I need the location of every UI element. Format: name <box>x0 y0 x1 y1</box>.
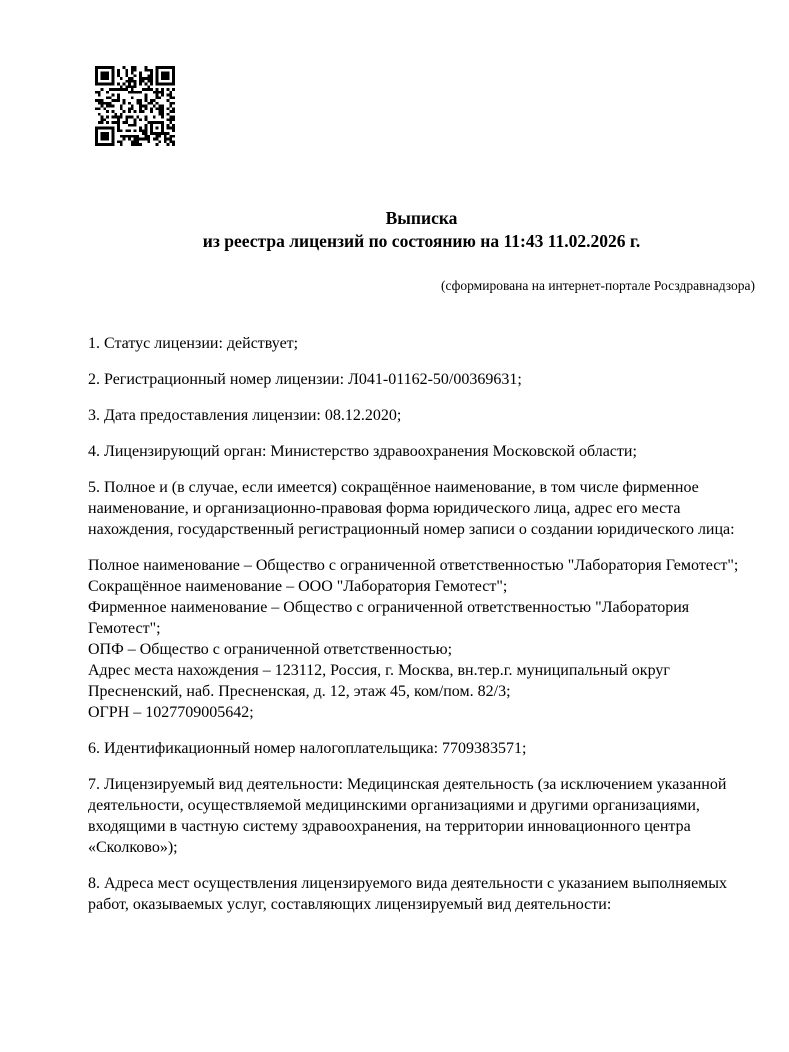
entity-legal-form: ОПФ – Общество с ограниченной ответственностью; <box>88 641 453 658</box>
item-activity-addresses-heading: 8. Адреса мест осуществления лицензируемого вида деятельности с указанием выполняемых работ, оказываемых услуг, составляющих лицензируемый вид деятельности: <box>88 875 728 913</box>
item-license-status: 1. Статус лицензии: действует; <box>88 335 299 352</box>
document-body <box>88 333 755 915</box>
title-line-2: из реестра лицензий по состоянию на 11:43 11.02.2026 г. <box>202 231 641 251</box>
entity-address: Адрес места нахождения – 123112, Россия, г. Москва, вн.тер.г. муниципальный округ Пресненский, наб. Пресненская, д. 12, этаж 45, ком/пом. 82/3; <box>88 662 670 700</box>
formed-note: (сформирована на интернет-портале Росздравнадзора) <box>440 278 755 293</box>
item-licensed-activity: 7. Лицензируемый вид деятельности: Медицинская деятельность (за исключением указанной деятельности, осуществляемой медицинскими организациями и другими организациями, входящими в частную систему здравоохранения, на территории инновационного центра «Сколково»); <box>88 776 727 856</box>
entity-full-name: Полное наименование – Общество с ограниченной ответственностью "Лаборатория Гемотест"; <box>88 557 739 574</box>
document-title <box>88 207 755 253</box>
item-grant-date: 3. Дата предоставления лицензии: 08.12.2020; <box>88 407 402 424</box>
item-inn: 6. Идентификационный номер налогоплательщика: 7709383571; <box>88 740 527 757</box>
entity-short-name: Сокращённое наименование – ООО "Лаборатория Гемотест"; <box>88 578 508 595</box>
entity-ogrn: ОГРН – 1027709005642; <box>88 704 254 721</box>
document-content <box>88 0 755 930</box>
item-licensing-authority: 4. Лицензирующий орган: Министерство здравоохранения Московской области; <box>88 443 637 460</box>
item-entity-name-heading: 5. Полное и (в случае, если имеется) сокращённое наименование, в том числе фирменное наименование, и организационно-правовая форма юридического лица, адрес его места нахождения, государственный регистрационный номер записи о создании юридического лица: <box>88 479 735 538</box>
entity-brand-name: Фирменное наименование – Общество с ограниченной ответственностью "Лаборатория Гемотест"; <box>88 599 690 637</box>
entity-details-block <box>88 555 755 723</box>
item-registration-number: 2. Регистрационный номер лицензии: Л041-01162-50/00369631; <box>88 371 522 388</box>
title-line-1: Выписка <box>385 208 458 228</box>
